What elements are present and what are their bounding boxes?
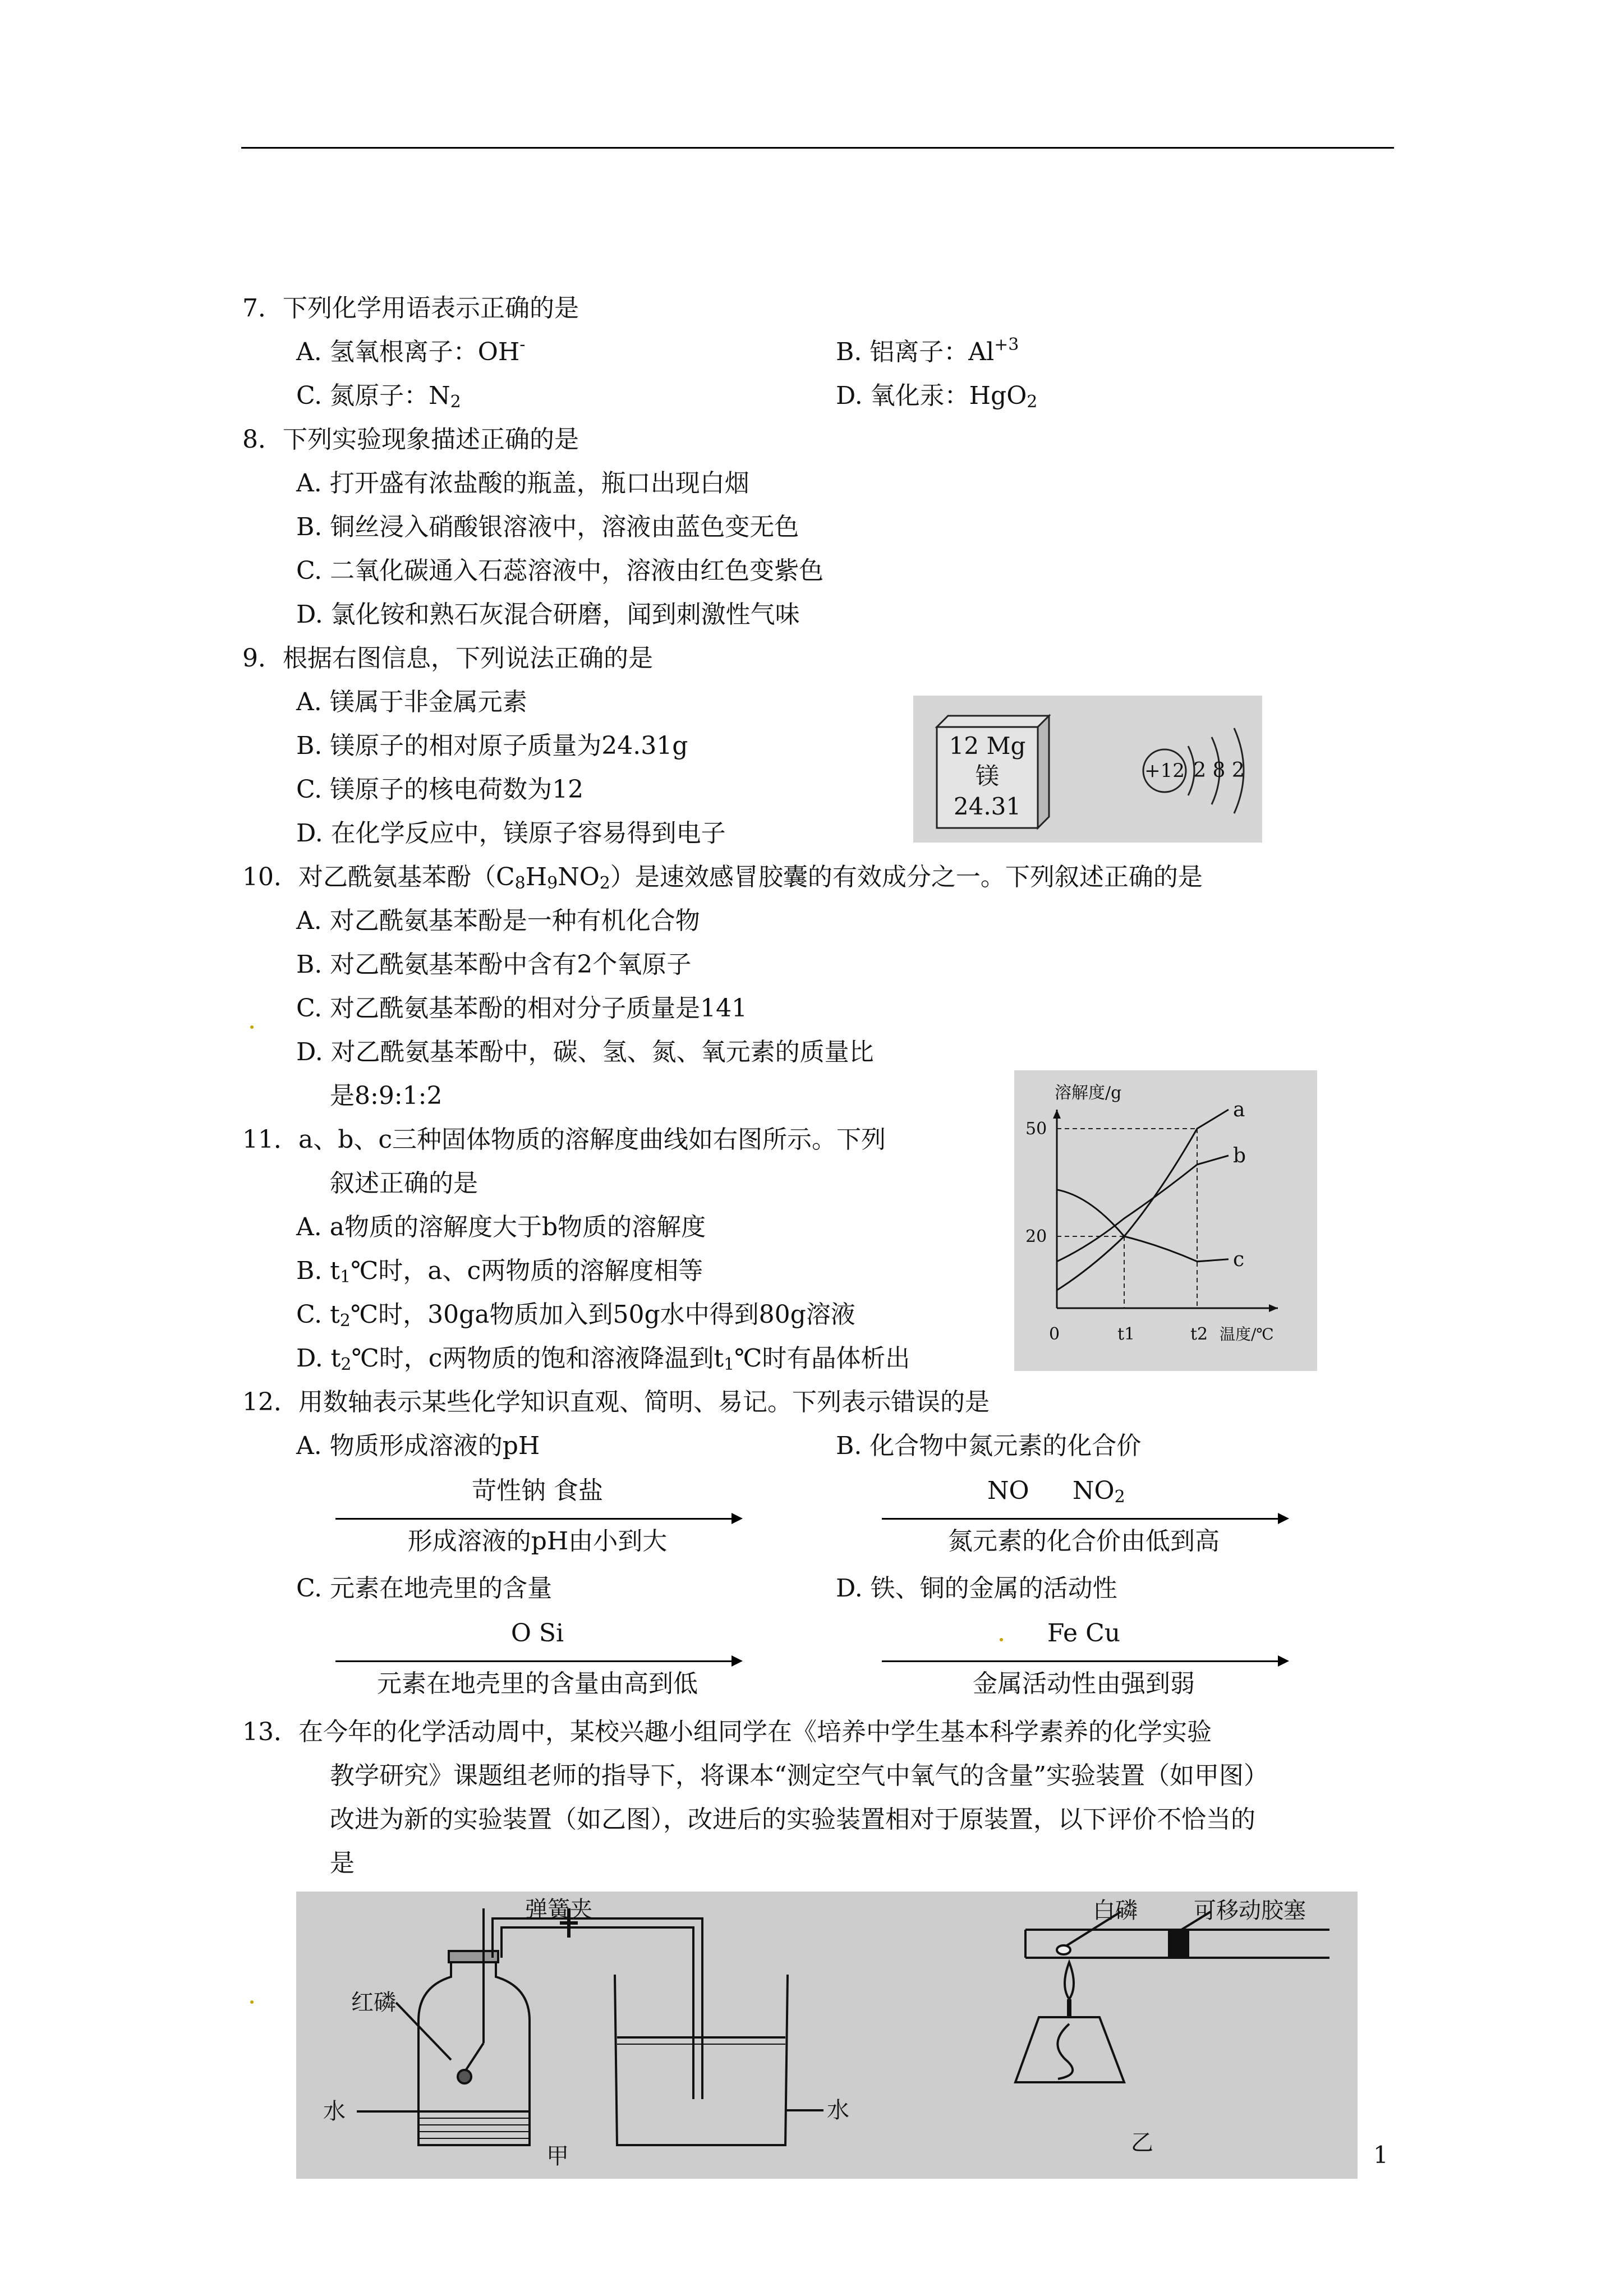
y-tick-50: 50 [1025,1119,1047,1139]
x-tick-t1: t1 [1117,1324,1135,1344]
q12-d-axis [882,1660,1286,1662]
q9-option-c: C. 镁原子的核电荷数为12 [296,775,584,804]
q8-option-a: A. 打开盛有浓盐酸的瓶盖，瓶口出现白烟 [296,469,749,498]
q11-stem-cont: 叙述正确的是 [330,1169,478,1198]
series-c-curve [1057,1190,1229,1262]
q12-b-label-no: NO [987,1476,1029,1505]
q12-b-axis [882,1518,1286,1520]
label-water-beaker: 水 [827,2097,849,2123]
page-number: 1 [1373,2141,1388,2169]
q8-option-d: D. 氯化铵和熟石灰混合研磨，闻到刺激性气味 [296,600,800,629]
series-b-curve [1057,1156,1229,1262]
q7-option-c: C. 氮原子：$N_2$ [296,381,461,412]
y-axis-arrow [1053,1110,1061,1119]
q11-option-d: D. $t_2℃$时，c两物质的饱和溶液降温到$t_1℃$时有晶体析出 [296,1344,910,1374]
x-tick-t2: t2 [1190,1324,1208,1344]
q12-a-axis [335,1518,739,1520]
scan-dot [250,1025,254,1029]
label-white-phosphorus: 白磷 [1093,1898,1138,1924]
q12-d-top-labels: Fe Cu [1047,1619,1121,1648]
series-b-label: b [1233,1144,1246,1167]
element-name: 镁 [975,762,999,790]
q10-option-d: D. 对乙酰氨基苯酚中，碳、氢、氮、氧元素的质量比 [296,1038,874,1066]
q9-option-d: D. 在化学反应中，镁原子容易得到电子 [296,819,726,848]
solubility-chart-svg [1014,1070,1317,1371]
q12-a-axis-caption: 形成溶液的pH由小到大 [407,1527,668,1556]
element-number-symbol: 12 Mg [949,732,1026,760]
label-water-bottle: 水 [323,2099,346,2124]
nucleus-charge: +12 [1144,760,1185,782]
q10-option-b: B. 对乙酰氨基苯酚中含有2个氧原子 [296,950,692,979]
solubility-chart [1014,1070,1317,1371]
q10-option-a: A. 对乙酰氨基苯酚是一种有机化合物 [296,907,700,935]
q9-stem: 9．根据右图信息，下列说法正确的是 [242,644,653,673]
q9-option-b: B. 镁原子的相对原子质量为24.31g [296,731,688,760]
label-red-phosphorus: 红磷 [351,1990,396,2016]
x-axis-label: 温度/℃ [1220,1325,1274,1343]
label-fig-yi: 乙 [1131,2130,1153,2156]
q12-b-axis-caption: 氮元素的化合价由低到高 [948,1527,1220,1556]
magnesium-figure [913,696,1262,843]
q7-option-a: A. 氢氧根离子：OH- [296,335,526,366]
series-a-label: a [1233,1098,1245,1121]
q13-stem-line2: 教学研究》课题组老师的指导下，将课本“测定空气中氧气的含量”实验装置（如甲图） [330,1761,1268,1790]
label-movable-plug: 可移动胶塞 [1194,1898,1306,1924]
q13-apparatus-figure [296,1892,1358,2179]
y-axis-label: 溶解度/g [1055,1083,1122,1103]
header-rule [241,147,1394,149]
q10-option-c: C. 对乙酰氨基苯酚的相对分子质量是141 [296,994,748,1023]
q12-d-axis-caption: 金属活动性由强到弱 [973,1669,1195,1698]
q11-option-a: A. a物质的溶解度大于b物质的溶解度 [296,1213,706,1241]
scan-dot [250,2000,254,2004]
q11-option-c: C. $t_2℃$时，30ga物质加入到50g水中得到80g溶液 [296,1300,855,1331]
q11-option-b: B. $t_1℃$时，a、c两物质的溶解度相等 [296,1257,703,1287]
q7-stem: 7．下列化学用语表示正确的是 [242,294,579,323]
element-mass: 24.31 [953,793,1022,820]
q8-stem: 8．下列实验现象描述正确的是 [242,425,579,454]
series-c-label: c [1233,1248,1245,1271]
label-fig-jia: 甲 [546,2143,569,2169]
q12-option-b-label: B. 化合物中氮元素的化合价 [836,1432,1142,1460]
y-tick-20: 20 [1025,1227,1047,1246]
q10-option-d-cont: 是8:9:1:2 [330,1082,443,1110]
q10-stem: 10．对乙酰氨基苯酚$(C_8H_9NO_2)$是速效感冒胶囊的有效成分之一。下列叙述正确的是 [242,863,1203,893]
q12-c-top-labels: O Si [510,1619,564,1648]
q12-stem: 12．用数轴表示某些化学知识直观、简明、易记。下列表示错误的是 [242,1388,990,1416]
q12-option-c-label: C. 元素在地壳里的含量 [296,1574,553,1603]
q13-stem-line1: 13．在今年的化学活动周中，某校兴趣小组同学在《培养中学生基本科学素养的化学实验 [242,1718,1212,1746]
x-axis-arrow [1269,1304,1278,1312]
electron-shells: 2 8 2 [1193,759,1245,782]
q8-option-c: C. 二氧化碳通入石蕊溶液中，溶液由红色变紫色 [296,556,824,585]
q8-option-b: B. 铜丝浸入硝酸银溶液中，溶液由蓝色变无色 [296,513,799,541]
q13-stem-line3: 改进为新的实验装置（如乙图），改进后的实验装置相对于原装置，以下评价不恰当的 [330,1805,1255,1834]
q7-option-d: D. 氧化汞：HgO$_2$ [836,381,1038,412]
q13-stem-line4: 是 [330,1849,355,1878]
q12-b-label-no2: $NO_2$ [1073,1476,1125,1507]
q12-c-axis-caption: 元素在地壳里的含量由高到低 [377,1669,698,1698]
q7-option-b: B. 铝离子：$Al^{+3}$ [836,335,1019,366]
q12-a-top-labels: 苛性钠 食盐 [472,1476,603,1505]
q9-option-a: A. 镁属于非金属元素 [296,688,527,716]
q12-option-a-label: A. 物质形成溶液的pH [296,1432,540,1460]
label-spring-clamp: 弹簧夹 [525,1897,592,1922]
q12-option-d-label: D. 铁、铜的金属的活动性 [836,1574,1117,1603]
q11-stem: 11．a、b、c三种固体物质的溶解度曲线如右图所示。下列 [242,1125,886,1154]
origin-label: 0 [1049,1324,1060,1344]
q12-c-axis [335,1660,739,1662]
